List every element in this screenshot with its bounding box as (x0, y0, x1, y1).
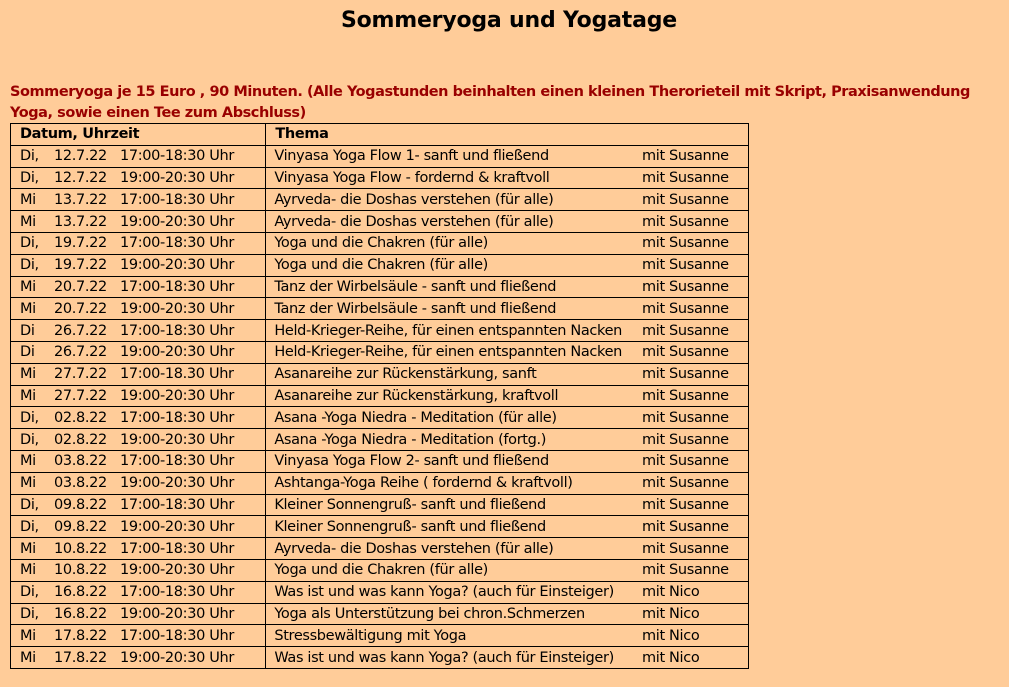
table-row (11, 145, 749, 167)
table-row (11, 494, 749, 516)
topic-cell (266, 189, 749, 211)
topic: Kleiner Sonnengruß- sanft und fließend (274, 496, 546, 513)
date-time-cell (11, 450, 266, 472)
time-range: 17:00-18:30 Uhr (120, 191, 234, 208)
topic: Held-Krieger-Reihe, für einen entspannten Nacken (274, 344, 622, 361)
date-time-cell (11, 407, 266, 429)
date-time-cell (11, 516, 266, 538)
time-range: 17:00-18:30 Uhr (120, 409, 234, 426)
weekday: Di, (20, 518, 39, 535)
weekday: Mi (20, 191, 36, 208)
table-row (11, 538, 749, 560)
topic-cell (266, 167, 749, 189)
time-range: 19:00-20:30 Uhr (120, 475, 234, 492)
table-row (11, 516, 749, 538)
teacher: mit Susanne (642, 496, 729, 513)
topic-cell (266, 363, 749, 385)
date-time-cell (11, 341, 266, 363)
table-row (11, 407, 749, 429)
date: 02.8.22 (54, 409, 107, 426)
topic: Was ist und was kann Yoga? (auch für Einsteiger) (274, 649, 614, 666)
teacher: mit Susanne (642, 366, 729, 383)
teacher: mit Susanne (642, 518, 729, 535)
weekday: Mi (20, 278, 36, 295)
topic: Tanz der Wirbelsäule - sanft und fließend (274, 278, 557, 295)
time-range: 19:00-20:30 Uhr (120, 257, 234, 274)
teacher: mit Susanne (642, 431, 729, 448)
time-range: 17:00-18.30 Uhr (120, 366, 234, 383)
teacher: mit Susanne (642, 213, 729, 230)
time-range: 19:00-20:30 Uhr (120, 344, 234, 361)
weekday: Mi (20, 300, 36, 317)
topic: Yoga als Unterstützung bei chron.Schmerzen (274, 605, 585, 622)
topic-cell (266, 472, 749, 494)
time-range: 17:00-18:30 Uhr (120, 584, 234, 601)
topic-cell (266, 559, 749, 581)
date: 26.7.22 (54, 322, 107, 339)
time-range: 17:00-18:30 Uhr (120, 235, 234, 252)
time-range: 19:00-20:30 Uhr (120, 387, 234, 404)
table-row (11, 167, 749, 189)
weekday: Mi (20, 627, 36, 644)
weekday: Mi (20, 387, 36, 404)
teacher: mit Susanne (642, 540, 729, 557)
date-time-cell (11, 211, 266, 233)
teacher: mit Susanne (642, 344, 729, 361)
topic: Kleiner Sonnengruß- sanft und fließend (274, 518, 546, 535)
table-row (11, 189, 749, 211)
weekday: Di (20, 344, 35, 361)
date: 19.7.22 (54, 235, 107, 252)
date-time-cell (11, 145, 266, 167)
topic: Ayrveda- die Doshas verstehen (für alle) (274, 540, 554, 557)
date-time-cell (11, 189, 266, 211)
weekday: Di, (20, 257, 39, 274)
table-header-row (11, 124, 749, 146)
table-row (11, 211, 749, 233)
table-row (11, 385, 749, 407)
table-row (11, 254, 749, 276)
header-date: Datum, Uhrzeit (11, 124, 266, 146)
table-row (11, 276, 749, 298)
date: 19.7.22 (54, 257, 107, 274)
date-time-cell (11, 625, 266, 647)
topic: Vinyasa Yoga Flow - fordernd & kraftvoll (274, 169, 550, 186)
schedule-body (11, 145, 749, 668)
teacher: mit Susanne (642, 453, 729, 470)
topic: Was ist und was kann Yoga? (auch für Einsteiger) (274, 584, 614, 601)
topic: Yoga und die Chakren (für alle) (274, 235, 488, 252)
topic: Yoga und die Chakren (für alle) (274, 562, 488, 579)
topic-cell (266, 385, 749, 407)
date-time-cell (11, 429, 266, 451)
topic-cell (266, 211, 749, 233)
topic: Asanareihe zur Rückenstärkung, kraftvoll (274, 387, 559, 404)
table-row (11, 232, 749, 254)
weekday: Di (20, 322, 35, 339)
date: 09.8.22 (54, 496, 107, 513)
teacher: mit Nico (642, 649, 700, 666)
teacher: mit Nico (642, 584, 700, 601)
weekday: Di, (20, 169, 39, 186)
time-range: 17:00-18:30 Uhr (120, 278, 234, 295)
teacher: mit Susanne (642, 387, 729, 404)
topic: Asana -Yoga Niedra - Meditation (fortg.) (274, 431, 547, 448)
teacher: mit Susanne (642, 562, 729, 579)
date-time-cell (11, 647, 266, 669)
weekday: Mi (20, 366, 36, 383)
teacher: mit Susanne (642, 475, 729, 492)
weekday: Di, (20, 148, 39, 165)
weekday: Di, (20, 409, 39, 426)
topic: Yoga und die Chakren (für alle) (274, 257, 488, 274)
date: 20.7.22 (54, 300, 107, 317)
topic: Vinyasa Yoga Flow 2- sanft und fließend (274, 453, 549, 470)
time-range: 19:00-20:30 Uhr (120, 431, 234, 448)
weekday: Mi (20, 475, 36, 492)
time-range: 17:00-18:30 Uhr (120, 322, 234, 339)
time-range: 19:00-20:30 Uhr (120, 518, 234, 535)
teacher: mit Susanne (642, 257, 729, 274)
date: 03.8.22 (54, 453, 107, 470)
date-time-cell (11, 581, 266, 603)
weekday: Mi (20, 649, 36, 666)
date: 12.7.22 (54, 148, 107, 165)
date-time-cell (11, 254, 266, 276)
date-time-cell (11, 494, 266, 516)
topic: Asanareihe zur Rückenstärkung, sanft (274, 366, 537, 383)
time-range: 17:00-18:30 Uhr (120, 453, 234, 470)
topic-cell (266, 647, 749, 669)
table-row (11, 559, 749, 581)
weekday: Di, (20, 431, 39, 448)
time-range: 19:00-20:30 Uhr (120, 562, 234, 579)
time-range: 17:00-18:30 Uhr (120, 148, 234, 165)
teacher: mit Susanne (642, 322, 729, 339)
teacher: mit Susanne (642, 278, 729, 295)
date: 16.8.22 (54, 584, 107, 601)
topic-cell (266, 254, 749, 276)
table-row (11, 363, 749, 385)
time-range: 19:00-20:30 Uhr (120, 649, 234, 666)
topic-cell (266, 538, 749, 560)
table-row (11, 320, 749, 342)
intro-text: Sommeryoga je 15 Euro , 90 Minuten. (Alle Yogastunden beinhalten einen kleinen Therorieteil mit Skript, Praxisanwendung Yoga, sowie einen Tee zum Abschluss) (10, 84, 970, 121)
time-range: 19:00-20:30 Uhr (120, 169, 234, 186)
time-range: 17:00-18:30 Uhr (120, 540, 234, 557)
teacher: mit Susanne (642, 191, 729, 208)
date: 17.8.22 (54, 649, 107, 666)
topic: Tanz der Wirbelsäule - sanft und fließend (274, 300, 557, 317)
page-title: Sommeryoga und Yogatage (340, 8, 678, 33)
table-row (11, 472, 749, 494)
date: 02.8.22 (54, 431, 107, 448)
date: 26.7.22 (54, 344, 107, 361)
weekday: Mi (20, 213, 36, 230)
date-time-cell (11, 320, 266, 342)
date-time-cell (11, 538, 266, 560)
topic: Held-Krieger-Reihe, für einen entspannten Nacken (274, 322, 622, 339)
table-row (11, 429, 749, 451)
topic: Ashtanga-Yoga Reihe ( fordernd & kraftvoll) (274, 475, 573, 492)
date-time-cell (11, 472, 266, 494)
table-row (11, 625, 749, 647)
teacher: mit Nico (642, 605, 700, 622)
topic-cell (266, 232, 749, 254)
topic-cell (266, 145, 749, 167)
teacher: mit Susanne (642, 235, 729, 252)
date: 13.7.22 (54, 213, 107, 230)
teacher: mit Susanne (642, 300, 729, 317)
table-row (11, 581, 749, 603)
topic-cell (266, 276, 749, 298)
weekday: Di, (20, 235, 39, 252)
table-row (11, 341, 749, 363)
header-topic: Thema (266, 124, 749, 146)
weekday: Mi (20, 562, 36, 579)
date-time-cell (11, 385, 266, 407)
time-range: 19:00-20:30 Uhr (120, 213, 234, 230)
topic-cell (266, 603, 749, 625)
teacher: mit Susanne (642, 169, 729, 186)
date: 10.8.22 (54, 540, 107, 557)
table-row (11, 298, 749, 320)
teacher: mit Nico (642, 627, 700, 644)
topic: Ayrveda- die Doshas verstehen (für alle) (274, 191, 554, 208)
date: 27.7.22 (54, 366, 107, 383)
time-range: 17:00-18:30 Uhr (120, 627, 234, 644)
weekday: Di, (20, 496, 39, 513)
topic: Asana -Yoga Niedra - Meditation (für alle) (274, 409, 557, 426)
time-range: 19:00-20:30 Uhr (120, 300, 234, 317)
date-time-cell (11, 276, 266, 298)
date: 03.8.22 (54, 475, 107, 492)
date: 13.7.22 (54, 191, 107, 208)
date-time-cell (11, 559, 266, 581)
time-range: 19:00-20:30 Uhr (120, 605, 234, 622)
topic-cell (266, 341, 749, 363)
teacher: mit Susanne (642, 409, 729, 426)
topic-cell (266, 581, 749, 603)
table-row (11, 603, 749, 625)
topic-cell (266, 625, 749, 647)
topic-cell (266, 320, 749, 342)
date: 20.7.22 (54, 278, 107, 295)
date: 10.8.22 (54, 562, 107, 579)
topic-cell (266, 450, 749, 472)
weekday: Mi (20, 453, 36, 470)
table-row (11, 647, 749, 669)
topic-cell (266, 407, 749, 429)
topic-cell (266, 494, 749, 516)
weekday: Di, (20, 584, 39, 601)
topic-cell (266, 298, 749, 320)
date-time-cell (11, 363, 266, 385)
time-range: 17:00-18:30 Uhr (120, 496, 234, 513)
topic: Vinyasa Yoga Flow 1- sanft und fließend (274, 148, 549, 165)
date: 16.8.22 (54, 605, 107, 622)
date: 09.8.22 (54, 518, 107, 535)
date: 12.7.22 (54, 169, 107, 186)
topic: Stressbewältigung mit Yoga (274, 627, 467, 644)
date-time-cell (11, 232, 266, 254)
topic-cell (266, 429, 749, 451)
weekday: Mi (20, 540, 36, 557)
date: 17.8.22 (54, 627, 107, 644)
date-time-cell (11, 167, 266, 189)
topic: Ayrveda- die Doshas verstehen (für alle) (274, 213, 554, 230)
teacher: mit Susanne (642, 148, 729, 165)
date: 27.7.22 (54, 387, 107, 404)
schedule-table (10, 123, 749, 669)
date-time-cell (11, 298, 266, 320)
weekday: Di, (20, 605, 39, 622)
date-time-cell (11, 603, 266, 625)
table-row (11, 450, 749, 472)
topic-cell (266, 516, 749, 538)
